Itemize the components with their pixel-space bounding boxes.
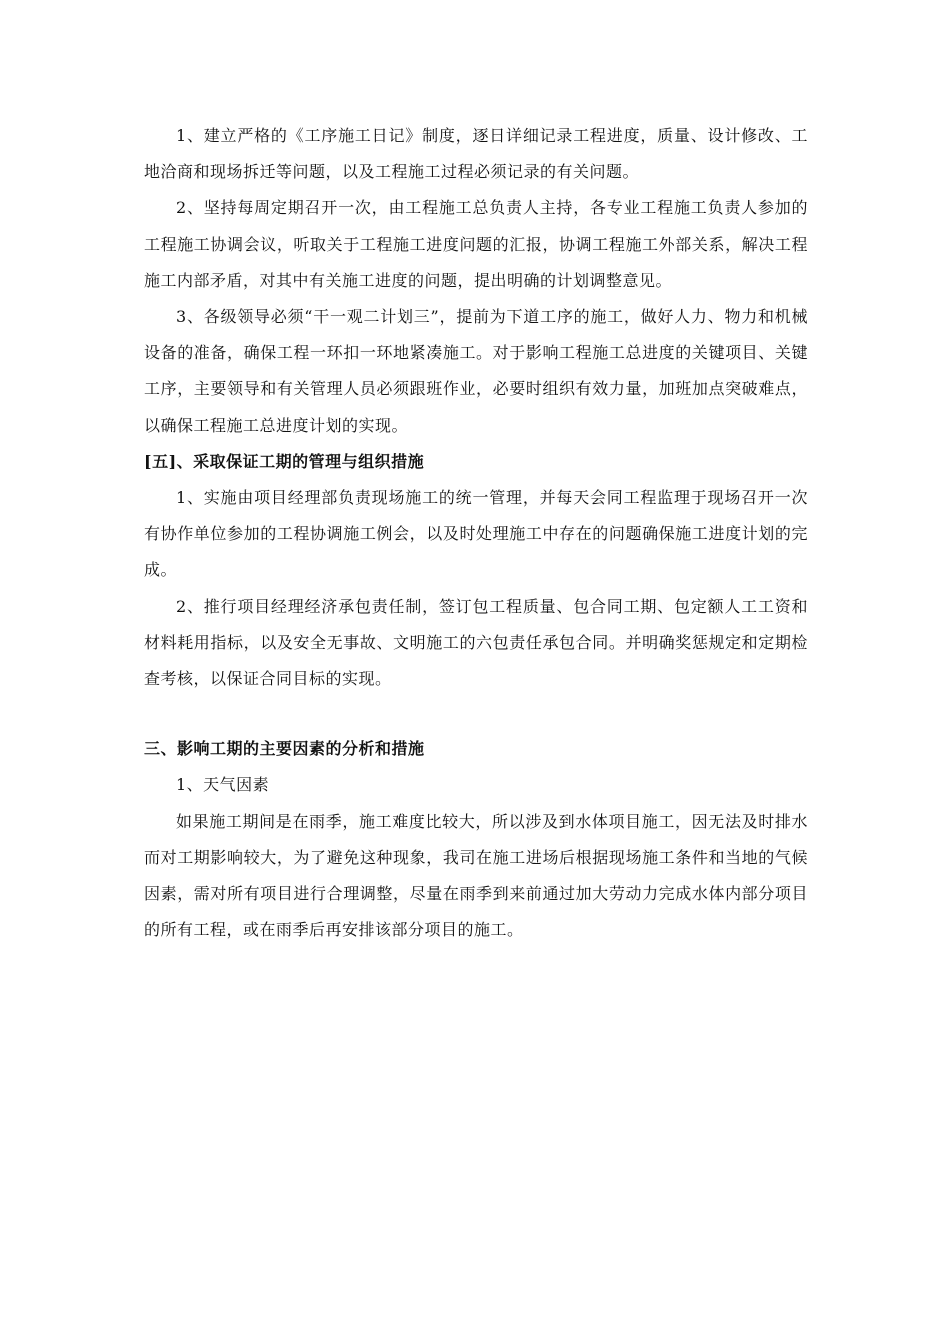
subheading-weather-factor: 1、天气因素 [176,775,270,795]
document-page [144,118,808,948]
section-heading-management-measures: [五]、采取保证工期的管理与组织措施 [144,451,425,471]
paragraph-contract-responsibility: 2、推行项目经理经济承包责任制，签订包工程质量、包合同工期、包定额人工工资和材料耗用指标，以及安全无事故、文明施工的六包责任承包合同。并明确奖惩规定和定期检查考核，以保证合同目标的实现。 [144,596,808,689]
paragraph-weather-measures: 如果施工期间是在雨季，施工难度比较大，所以涉及到水体项目施工，因无法及时排水而对工期影响较大，为了避免这种现象，我司在施工进场后根据现场施工条件和当地的气候因素，需对所有项目进行合理调整，尽量在雨季到来前通过加大劳动力完成水体内部分项目的所有工程，或在雨季后再安排该部分项目的施工。 [144,811,808,940]
paragraph-weekly-coordination-meeting: 2、坚持每周定期召开一次，由工程施工总负责人主持，各专业工程施工负责人参加的工程施工协调会议，听取关于工程施工进度问题的汇报，协调工程施工外部关系，解决工程施工内部矛盾，对其中有关施工进度的问题，提出明确的计划调整意见。 [144,198,808,290]
paragraph-work-log-system: 1、建立严格的《工序施工日记》制度，逐日详细记录工程进度，质量、设计修改、工地洽商和现场拆迁等问题，以及工程施工过程必须记录的有关问题。 [144,126,808,182]
paragraph-leadership-planning: 3、各级领导必须“干一观二计划三”，提前为下道工序的施工，做好人力、物力和机械设备的准备，确保工程一环扣一环地紧凑施工。对于影响工程施工总进度的关键项目、关键工序，主要领导和有关管理人员必须跟班作业，必要时组织有效力量，加班加点突破难点，以确保工程施工总进度计划的实现。 [144,307,808,435]
section-heading-schedule-factors: 三、影响工期的主要因素的分析和措施 [144,739,425,759]
paragraph-unified-site-management: 1、实施由项目经理部负责现场施工的统一管理，并每天会同工程监理于现场召开一次有协作单位参加的工程协调施工例会，以及时处理施工中存在的问题确保施工进度计划的完成。 [144,488,808,580]
